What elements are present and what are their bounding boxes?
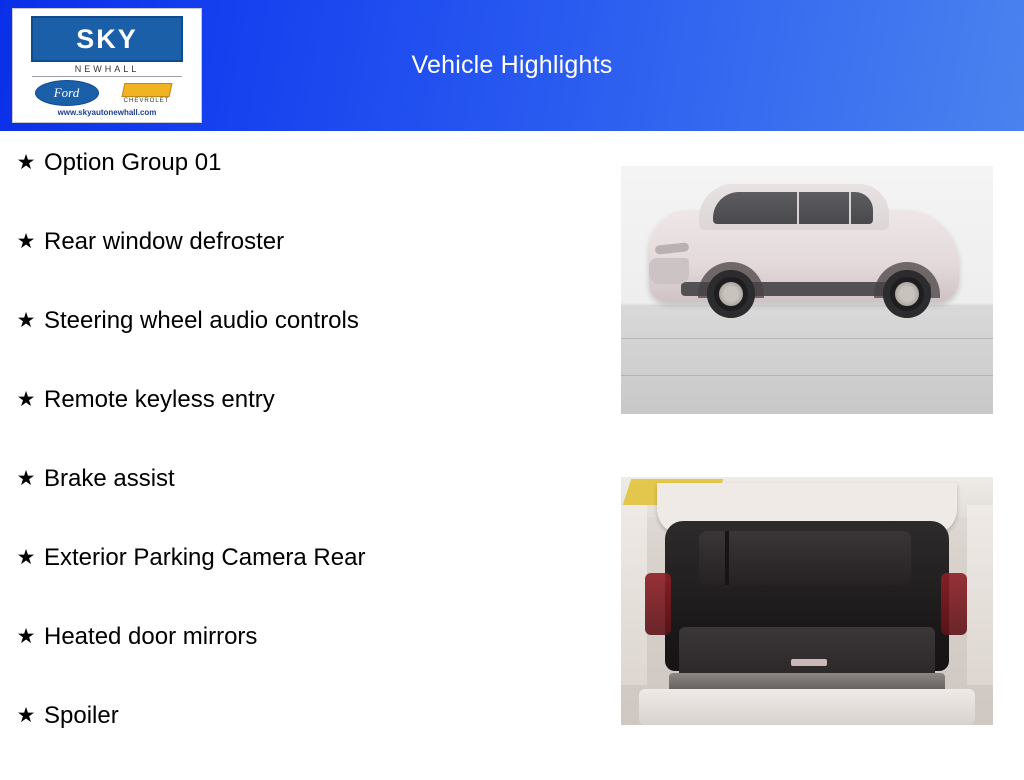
dealer-logo-inner xyxy=(16,12,198,119)
logo-brand-text: SKY xyxy=(76,23,138,54)
list-item-label: Option Group 01 xyxy=(44,149,222,176)
studio-floor xyxy=(621,305,993,414)
ford-oval-icon: Ford xyxy=(35,80,99,106)
wheel-hub xyxy=(895,282,919,306)
vehicle-highlights-list xyxy=(10,148,600,780)
list-item xyxy=(10,701,600,780)
suv-rear-pillar xyxy=(849,192,851,224)
chevrolet-label: CHEVROLET xyxy=(123,97,170,104)
logo-location-text: NEWHALL xyxy=(74,64,140,74)
rear-seat-backs xyxy=(699,531,911,585)
star-bullet-icon: ★ xyxy=(16,309,36,332)
star-bullet-icon: ★ xyxy=(16,230,36,253)
vehicle-left-quarter-panel xyxy=(621,505,647,685)
slide-header xyxy=(0,0,1024,131)
star-bullet-icon: ★ xyxy=(16,625,36,648)
rear-bumper xyxy=(639,689,975,725)
vehicle-right-quarter-panel xyxy=(967,505,993,685)
suv-door-pillar xyxy=(797,192,799,224)
list-item xyxy=(10,385,600,464)
star-bullet-icon: ★ xyxy=(16,546,36,569)
list-item xyxy=(10,464,600,543)
dealer-logo xyxy=(12,8,202,123)
list-item xyxy=(10,543,600,622)
vehicle-cargo-photo xyxy=(621,477,993,725)
suv-grille xyxy=(649,258,689,284)
list-item-label: Rear window defroster xyxy=(44,228,285,255)
list-item-label: Exterior Parking Camera Rear xyxy=(44,544,366,571)
vehicle-exterior-photo xyxy=(621,166,993,414)
star-bullet-icon: ★ xyxy=(16,467,36,490)
right-taillight xyxy=(941,573,967,635)
list-item-label: Heated door mirrors xyxy=(44,623,258,650)
left-taillight xyxy=(645,573,671,635)
list-item xyxy=(10,306,600,385)
cargo-floor xyxy=(679,627,935,679)
chevrolet-bowtie-icon xyxy=(114,81,180,105)
wheel-hub xyxy=(719,282,743,306)
list-item xyxy=(10,622,600,701)
list-item xyxy=(10,148,600,227)
list-item-label: Steering wheel audio controls xyxy=(44,307,359,334)
seat-split-gap xyxy=(725,531,729,585)
suv-rear-wheel xyxy=(883,270,931,318)
list-item-label: Remote keyless entry xyxy=(44,386,275,413)
star-bullet-icon: ★ xyxy=(16,388,36,411)
bowtie-shape xyxy=(121,83,172,97)
dealer-website-text: www.skyautonewhall.com xyxy=(57,108,157,117)
rear-badge xyxy=(791,659,827,666)
page-title: Vehicle Highlights xyxy=(411,51,613,79)
star-bullet-icon: ★ xyxy=(16,151,36,174)
logo-divider xyxy=(32,76,182,77)
list-item xyxy=(10,227,600,306)
star-bullet-icon: ★ xyxy=(16,704,36,727)
logo-sky-band xyxy=(31,16,183,62)
list-item-label: Brake assist xyxy=(44,465,175,492)
logo-franchise-row xyxy=(27,80,187,106)
list-item-label: Spoiler xyxy=(44,702,119,729)
suv-front-wheel xyxy=(707,270,755,318)
